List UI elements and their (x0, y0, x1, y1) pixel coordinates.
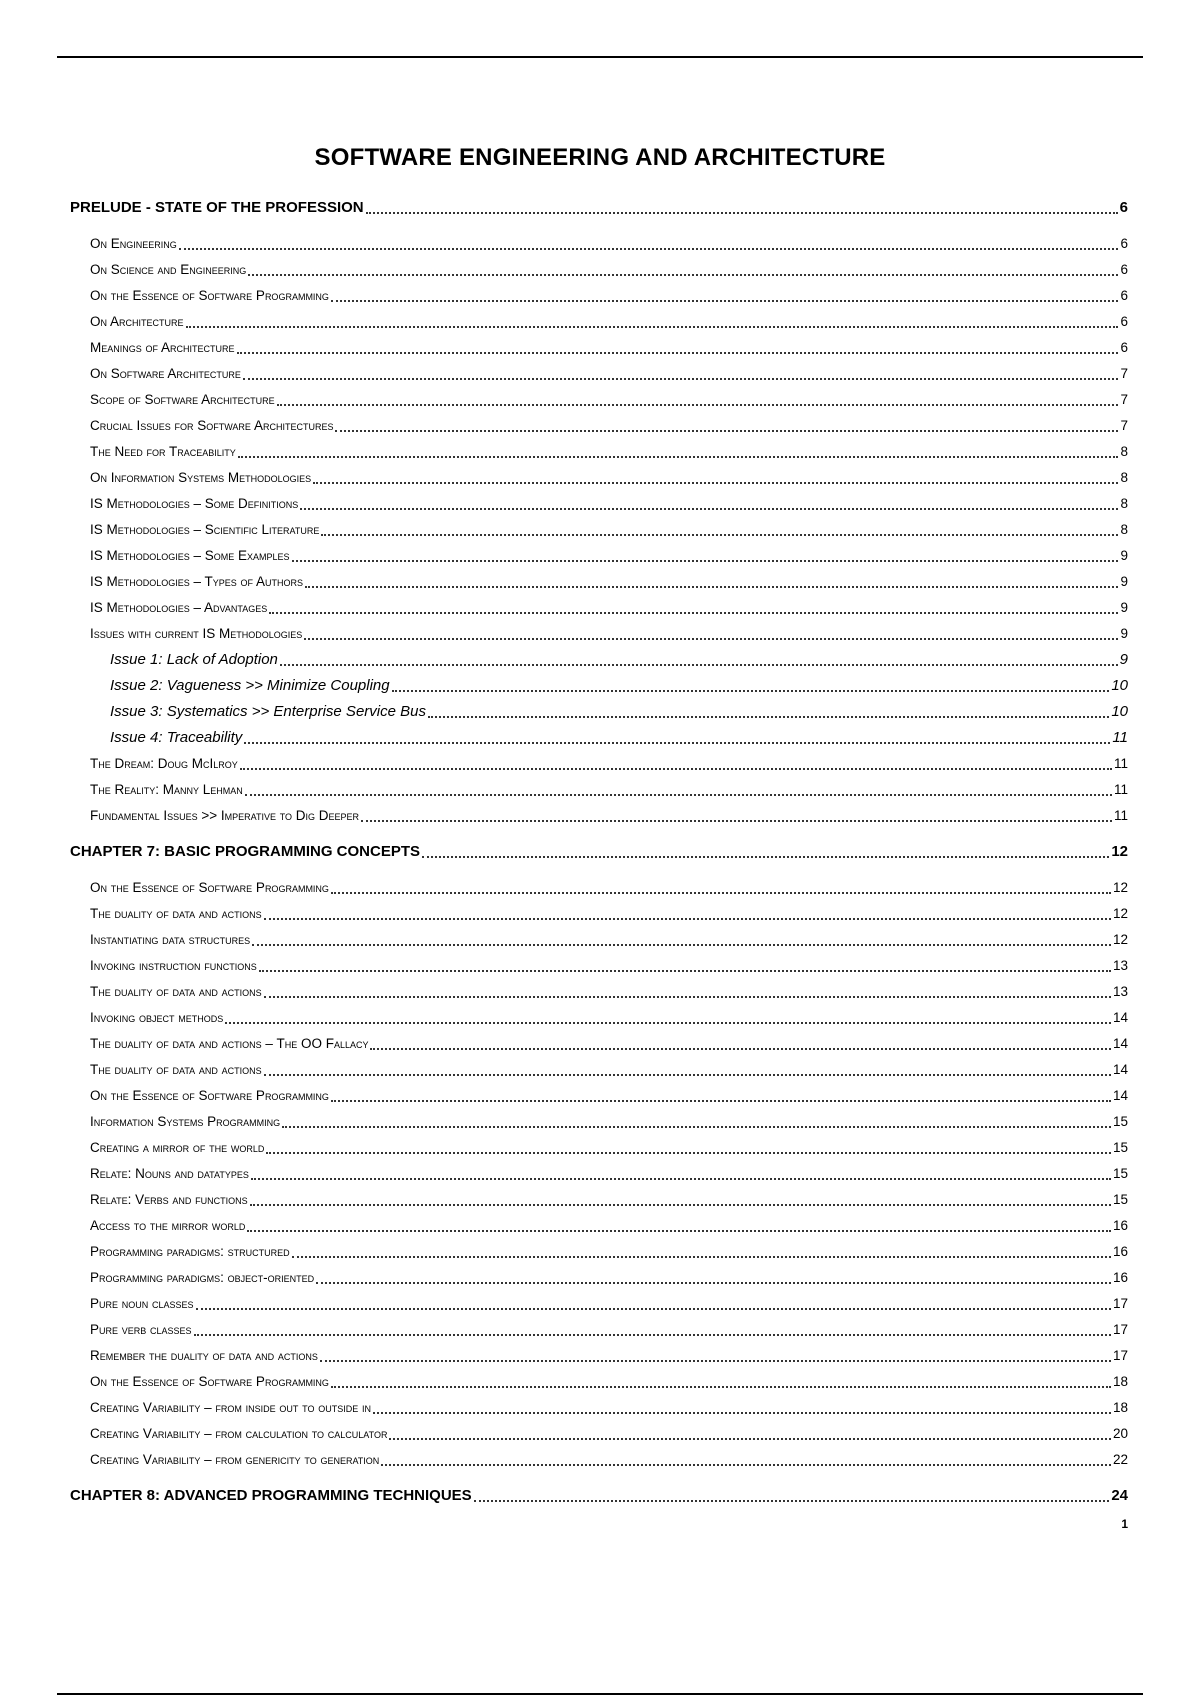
dot-leader (335, 430, 1118, 432)
toc-entry[interactable] (70, 875, 1128, 901)
toc-entry[interactable] (70, 979, 1128, 1005)
toc-entry[interactable] (70, 491, 1128, 517)
toc-entry-title: The duality of data and actions (90, 1062, 262, 1077)
dot-leader (264, 996, 1111, 998)
toc-entry[interactable] (70, 1213, 1128, 1239)
toc-entry-page: 15 (1112, 1114, 1128, 1129)
toc-entry-title: Issue 1: Lack of Adoption (110, 651, 278, 668)
toc-entry[interactable] (70, 725, 1128, 751)
toc-entry[interactable] (70, 283, 1128, 309)
toc-entry[interactable] (70, 1083, 1128, 1109)
dot-leader (321, 534, 1118, 536)
toc-entry-page: 17 (1112, 1296, 1128, 1311)
toc-entry-page: 16 (1112, 1244, 1128, 1259)
toc-entry-title: Remember the duality of data and actions (90, 1348, 318, 1363)
toc-entry[interactable] (70, 647, 1128, 673)
dot-leader (331, 300, 1119, 302)
toc-entry-page: 11 (1113, 808, 1128, 823)
toc-entry[interactable] (70, 1057, 1128, 1083)
dot-leader (366, 212, 1118, 214)
toc-entry-page: 6 (1120, 288, 1128, 303)
toc-entry[interactable] (70, 803, 1128, 829)
toc-entry-title: IS Methodologies – Scientific Literature (90, 522, 320, 537)
dot-leader (250, 1204, 1111, 1206)
dot-leader (277, 404, 1119, 406)
toc-entry[interactable] (70, 465, 1128, 491)
dot-leader (316, 1282, 1111, 1284)
toc-entry-page: 8 (1120, 444, 1128, 459)
toc-entry-page: 12 (1111, 843, 1128, 860)
toc-entry-title: IS Methodologies – Types of Authors (90, 574, 304, 589)
toc-entry-title: Relate: Verbs and functions (90, 1192, 248, 1207)
toc-entry-title: IS Methodologies – Some Examples (90, 548, 290, 563)
dot-leader (422, 856, 1109, 858)
toc-entry-title: Issue 2: Vagueness >> Minimize Coupling (110, 677, 390, 694)
toc-entry-title: Pure noun classes (90, 1296, 194, 1311)
toc-entry-page: 17 (1112, 1348, 1128, 1363)
dot-leader (361, 820, 1112, 822)
toc-entry-page: 16 (1112, 1218, 1128, 1233)
toc-entry-page: 14 (1112, 1062, 1128, 1077)
toc-entry-page: 16 (1112, 1270, 1128, 1285)
toc-entry-title: On the Essence of Software Programming (90, 288, 329, 303)
toc-entry[interactable] (70, 673, 1128, 699)
toc-entry[interactable] (70, 1395, 1128, 1421)
toc-entry-title: The Dream: Doug McIlroy (90, 756, 238, 771)
toc-entry[interactable] (70, 1483, 1128, 1509)
toc-entry-page: 10 (1111, 677, 1128, 694)
toc-entry-page: 9 (1120, 600, 1128, 615)
toc-entry-title: Relate: Nouns and datatypes (90, 1166, 249, 1181)
toc-entry-title: Creating Variability – from genericity to generation (90, 1452, 380, 1467)
toc-entry-page: 15 (1112, 1166, 1128, 1181)
toc-entry-page: 6 (1119, 199, 1128, 216)
toc-entry-title: Invoking object methods (90, 1010, 224, 1025)
toc-entry[interactable] (70, 309, 1128, 335)
toc-entry[interactable] (70, 569, 1128, 595)
dot-leader (280, 664, 1118, 666)
toc-entry-title: Programming paradigms: structured (90, 1244, 290, 1259)
toc-entry[interactable] (70, 927, 1128, 953)
toc-entry-page: 8 (1120, 496, 1128, 511)
toc-entry-title: Invoking instruction functions (90, 958, 257, 973)
toc-entry-page: 14 (1112, 1010, 1128, 1025)
toc-entry-page: 14 (1112, 1088, 1128, 1103)
dot-leader (320, 1360, 1111, 1362)
toc-entry-page: 8 (1120, 470, 1128, 485)
toc-entry-page: 6 (1120, 340, 1128, 355)
toc-entry[interactable] (70, 257, 1128, 283)
dot-leader (428, 716, 1109, 718)
toc-entry[interactable] (70, 439, 1128, 465)
table-of-contents (70, 195, 1128, 1509)
toc-entry-page: 7 (1120, 392, 1128, 407)
toc-entry-title: PRELUDE - STATE OF THE PROFESSION (70, 199, 364, 216)
toc-entry-page: 24 (1111, 1487, 1128, 1504)
toc-entry[interactable] (70, 413, 1128, 439)
toc-entry-title: Creating Variability – from calculation to calculator (90, 1426, 388, 1441)
toc-entry-title: On Science and Engineering (90, 262, 247, 277)
toc-entry-title: Scope of Software Architecture (90, 392, 275, 407)
toc-entry-page: 14 (1112, 1036, 1128, 1051)
dot-leader (245, 794, 1112, 796)
toc-entry[interactable] (70, 595, 1128, 621)
toc-entry-page: 11 (1113, 782, 1128, 797)
dot-leader (292, 1256, 1111, 1258)
toc-entry[interactable] (70, 543, 1128, 569)
dot-leader (225, 1022, 1111, 1024)
header-rule (57, 56, 1143, 58)
dot-leader (186, 326, 1119, 328)
toc-entry[interactable] (70, 517, 1128, 543)
toc-entry[interactable] (70, 777, 1128, 803)
toc-entry-title: Fundamental Issues >> Imperative to Dig Deeper (90, 808, 360, 823)
dot-leader (196, 1308, 1111, 1310)
dot-leader (331, 892, 1111, 894)
toc-entry-page: 12 (1112, 906, 1128, 921)
dot-leader (266, 1152, 1111, 1154)
dot-leader (292, 560, 1119, 562)
dot-leader (474, 1500, 1110, 1502)
toc-entry-title: On the Essence of Software Programming (90, 880, 329, 895)
toc-entry[interactable] (70, 335, 1128, 361)
toc-entry-page: 6 (1120, 262, 1128, 277)
toc-entry-title: On Engineering (90, 236, 177, 251)
toc-entry-title: CHAPTER 8: ADVANCED PROGRAMMING TECHNIQUES (70, 1487, 472, 1504)
toc-entry-title: On Architecture (90, 314, 184, 329)
toc-entry-page: 7 (1120, 418, 1128, 433)
toc-entry-page: 20 (1112, 1426, 1128, 1441)
dot-leader (304, 638, 1118, 640)
dot-leader (238, 456, 1119, 458)
toc-entry[interactable] (70, 1109, 1128, 1135)
toc-entry-page: 12 (1112, 932, 1128, 947)
toc-entry[interactable] (70, 1317, 1128, 1343)
dot-leader (331, 1100, 1111, 1102)
toc-entry-page: 22 (1112, 1452, 1128, 1467)
toc-entry-title: On the Essence of Software Programming (90, 1374, 329, 1389)
dot-leader (264, 1074, 1111, 1076)
toc-entry-title: IS Methodologies – Some Definitions (90, 496, 299, 511)
dot-leader (313, 482, 1118, 484)
dot-leader (194, 1334, 1111, 1336)
toc-entry[interactable] (70, 231, 1128, 257)
dot-leader (370, 1048, 1111, 1050)
dot-leader (244, 742, 1110, 744)
dot-leader (240, 768, 1112, 770)
toc-entry[interactable] (70, 1239, 1128, 1265)
toc-entry-title: The duality of data and actions – The OO Fallacy (90, 1036, 369, 1051)
toc-entry-title: Creating Variability – from inside out to outside in (90, 1400, 371, 1415)
toc-entry-title: Crucial Issues for Software Architectures (90, 418, 334, 433)
toc-entry-title: IS Methodologies – Advantages (90, 600, 268, 615)
toc-entry-title: On the Essence of Software Programming (90, 1088, 329, 1103)
toc-entry[interactable] (70, 1265, 1128, 1291)
page-number: 1 (1121, 1517, 1128, 1531)
toc-entry-page: 6 (1120, 314, 1128, 329)
toc-entry-title: Programming paradigms: object-oriented (90, 1270, 315, 1285)
dot-leader (237, 352, 1119, 354)
dot-leader (264, 918, 1111, 920)
dot-leader (300, 508, 1118, 510)
dot-leader (381, 1464, 1111, 1466)
toc-entry-page: 12 (1112, 880, 1128, 895)
dot-leader (243, 378, 1119, 380)
toc-entry-page: 18 (1112, 1374, 1128, 1389)
dot-leader (179, 248, 1119, 250)
toc-entry-page: 7 (1120, 366, 1128, 381)
toc-entry-title: The duality of data and actions (90, 984, 262, 999)
toc-entry[interactable] (70, 195, 1128, 221)
toc-entry-title: Issue 3: Systematics >> Enterprise Service Bus (110, 703, 426, 720)
toc-entry[interactable] (70, 1135, 1128, 1161)
toc-entry-page: 15 (1112, 1192, 1128, 1207)
toc-entry-page: 13 (1112, 958, 1128, 973)
toc-entry-page: 9 (1120, 626, 1128, 641)
toc-entry[interactable] (70, 699, 1128, 725)
toc-entry-page: 10 (1111, 703, 1128, 720)
dot-leader (331, 1386, 1111, 1388)
toc-entry[interactable] (70, 953, 1128, 979)
toc-entry-title: The Reality: Manny Lehman (90, 782, 243, 797)
toc-entry-page: 9 (1120, 548, 1128, 563)
toc-entry-title: Information Systems Programming (90, 1114, 281, 1129)
toc-entry[interactable] (70, 621, 1128, 647)
toc-entry[interactable] (70, 1187, 1128, 1213)
dot-leader (389, 1438, 1110, 1440)
footer-rule (57, 1693, 1143, 1695)
toc-entry[interactable] (70, 361, 1128, 387)
toc-entry-title: Issues with current IS Methodologies (90, 626, 303, 641)
toc-entry-title: The Need for Traceability (90, 444, 236, 459)
toc-entry[interactable] (70, 1031, 1128, 1057)
toc-entry-title: Pure verb classes (90, 1322, 192, 1337)
toc-entry-page: 6 (1120, 236, 1128, 251)
dot-leader (373, 1412, 1111, 1414)
toc-entry-page: 13 (1112, 984, 1128, 999)
toc-entry-title: Access to the mirror world (90, 1218, 246, 1233)
dot-leader (251, 1178, 1111, 1180)
toc-entry[interactable] (70, 751, 1128, 777)
toc-entry[interactable] (70, 387, 1128, 413)
document-title: SOFTWARE ENGINEERING AND ARCHITECTURE (314, 144, 886, 171)
toc-entry-page: 15 (1112, 1140, 1128, 1155)
toc-entry-page: 8 (1120, 522, 1128, 537)
toc-entry-title: Meanings of Architecture (90, 340, 235, 355)
toc-entry[interactable] (70, 839, 1128, 865)
dot-leader (252, 944, 1111, 946)
toc-entry[interactable] (70, 901, 1128, 927)
toc-entry[interactable] (70, 1369, 1128, 1395)
dot-leader (248, 274, 1118, 276)
dot-leader (269, 612, 1118, 614)
toc-entry-title: The duality of data and actions (90, 906, 262, 921)
dot-leader (392, 690, 1110, 692)
dot-leader (259, 970, 1111, 972)
toc-entry-page: 17 (1112, 1322, 1128, 1337)
toc-entry-title: Creating a mirror of the world (90, 1140, 265, 1155)
toc-entry-page: 18 (1112, 1400, 1128, 1415)
toc-entry[interactable] (70, 1161, 1128, 1187)
toc-entry-page: 11 (1112, 729, 1128, 746)
toc-entry[interactable] (70, 1291, 1128, 1317)
toc-entry-page: 11 (1113, 756, 1128, 771)
toc-entry-title: CHAPTER 7: BASIC PROGRAMMING CONCEPTS (70, 843, 421, 860)
toc-entry-title: On Software Architecture (90, 366, 241, 381)
toc-entry[interactable] (70, 1343, 1128, 1369)
toc-entry[interactable] (70, 1447, 1128, 1473)
toc-entry-title: Instantiating data structures (90, 932, 251, 947)
dot-leader (282, 1126, 1111, 1128)
toc-entry-page: 9 (1119, 651, 1128, 668)
toc-entry[interactable] (70, 1421, 1128, 1447)
toc-entry-title: Issue 4: Traceability (110, 729, 243, 746)
toc-entry-title: On Information Systems Methodologies (90, 470, 312, 485)
dot-leader (305, 586, 1118, 588)
dot-leader (247, 1230, 1111, 1232)
toc-entry[interactable] (70, 1005, 1128, 1031)
toc-entry-page: 9 (1120, 574, 1128, 589)
